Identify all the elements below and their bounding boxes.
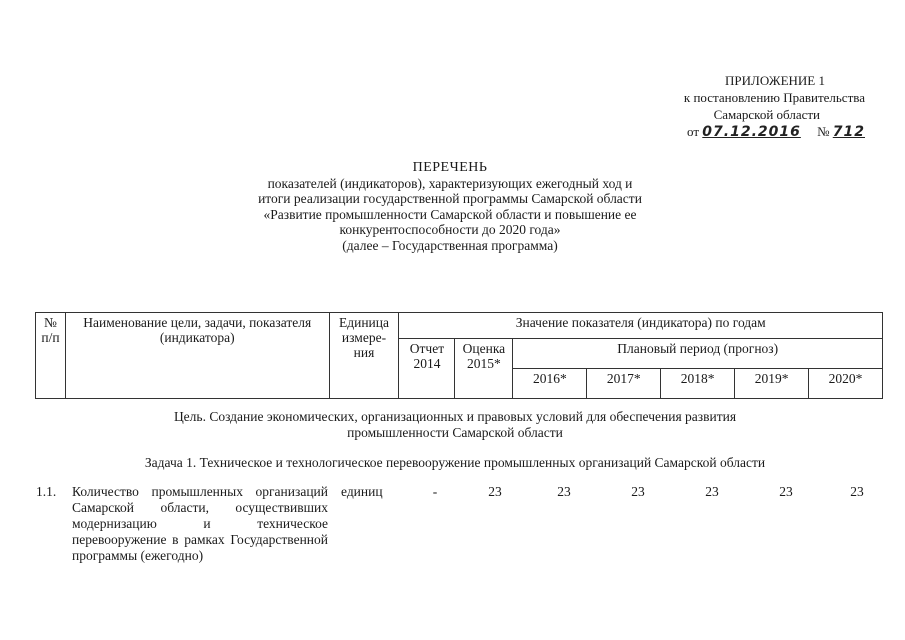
handwritten-number: 712	[832, 124, 865, 140]
header-values-by-year: Значение показателя (индикатора) по годам	[399, 313, 883, 339]
header-unit: Единица измере-ния	[329, 313, 399, 399]
title-line: итоги реализации государственной программы Самарской области	[258, 191, 642, 206]
handwritten-date: 07.12.2016	[702, 124, 801, 140]
row-value-2019: 23	[779, 484, 793, 499]
header-report-2014: Отчет 2014	[399, 339, 455, 399]
row-unit: единиц	[341, 484, 383, 499]
title-line: «Развитие промышленности Самарской области и повышение ее	[263, 206, 637, 222]
goal-heading	[60, 409, 850, 441]
goal-line: Цель. Создание экономических, организационных и правовых условий для обеспечения развития	[173, 409, 737, 424]
header-year-2018: 2018*	[661, 369, 735, 399]
header-year-2016: 2016*	[513, 369, 587, 399]
header-name: Наименование цели, задачи, показателя (индикатора)	[65, 313, 329, 399]
row-estimate-2015: 23	[488, 484, 502, 499]
appendix-line-region: Самарской области	[713, 107, 820, 122]
title-line: (далее – Государственная программа)	[342, 237, 558, 253]
row-value-2020: 23	[850, 484, 864, 499]
header-num: № п/п	[36, 313, 66, 399]
date-prefix: от	[687, 124, 700, 139]
appendix-line-resolution: к постановлению Правительства	[683, 90, 865, 105]
number-prefix: №	[817, 124, 830, 139]
title-line: конкурентоспособности до 2020 года»	[339, 222, 561, 237]
task-heading: Задача 1. Техническое и технологическое перевооружение промышленных организаций Самарской области	[144, 455, 766, 470]
title-label: ПЕРЕЧЕНЬ	[412, 160, 488, 175]
appendix-date-line	[605, 123, 865, 141]
header-year-2020: 2020*	[809, 369, 883, 399]
appendix-title: ПРИЛОЖЕНИЕ 1	[725, 73, 825, 88]
header-estimate-2015: Оценка 2015*	[455, 339, 513, 399]
row-value-2016: 23	[557, 484, 571, 499]
row-num: 1.1.	[36, 484, 57, 499]
document-title	[150, 160, 750, 253]
header-year-2017: 2017*	[587, 369, 661, 399]
row-name: Количество промышленных организаций Самарской области, осуществивших модернизацию и техническое перевооружение в рамках Государственной программы (ежегодно)	[72, 484, 328, 563]
row-report-2014: -	[432, 484, 438, 499]
indicators-table-header	[35, 312, 883, 399]
appendix-block	[605, 72, 865, 141]
row-value-2018: 23	[705, 484, 719, 499]
header-planned-period: Плановый период (прогноз)	[513, 339, 883, 369]
header-year-2019: 2019*	[735, 369, 809, 399]
title-line: показателей (индикаторов), характеризующих ежегодный ход и	[267, 175, 633, 191]
goal-line: промышленности Самарской области	[347, 425, 563, 440]
row-value-2017: 23	[631, 484, 645, 499]
